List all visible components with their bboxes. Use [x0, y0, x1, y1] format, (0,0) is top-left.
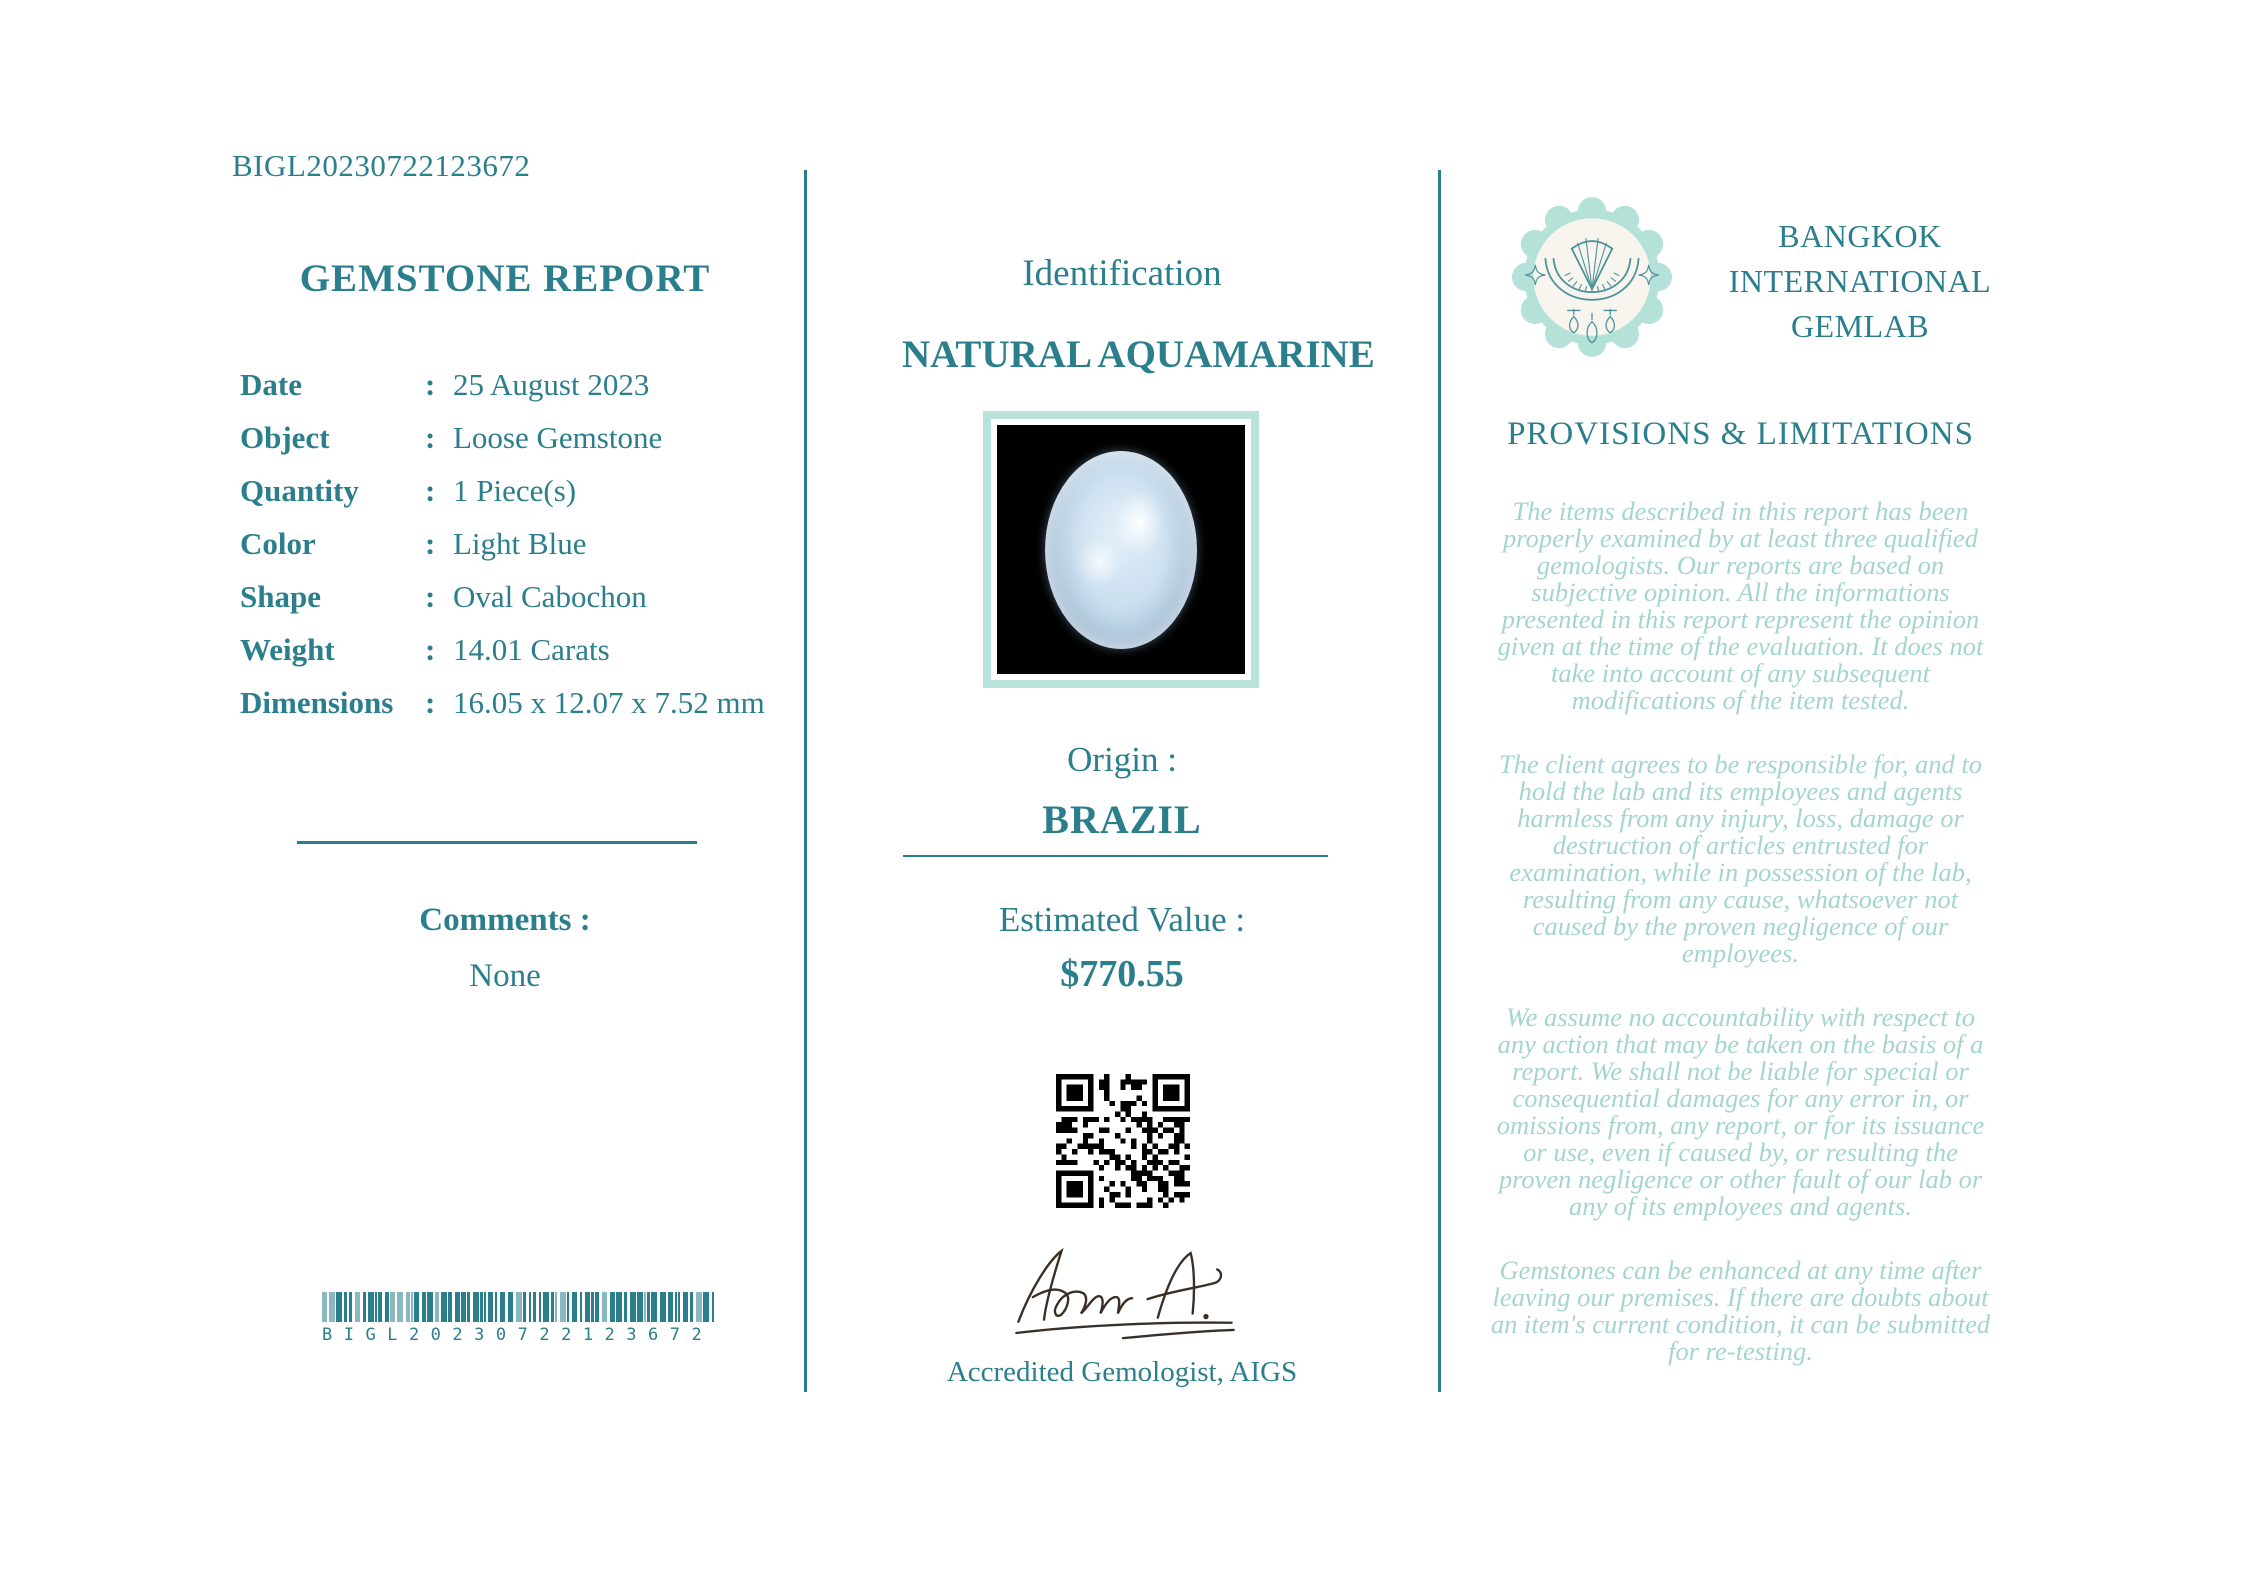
provisions-text [1488, 498, 1993, 1402]
detail-colon: : [425, 685, 436, 720]
detail-value: 16.05 x 12.07 x 7.52 mm [453, 685, 765, 720]
detail-value: Loose Gemstone [453, 420, 663, 455]
signer-title: Accredited Gemologist, AIGS [946, 1356, 1298, 1388]
detail-value: 14.01 Carats [453, 632, 610, 667]
detail-label: Object [240, 420, 330, 455]
detail-value: Light Blue [453, 526, 587, 561]
lab-logo [1511, 196, 1673, 358]
gemstone-image [1045, 451, 1197, 649]
detail-row-weight [240, 632, 770, 667]
lab-name: BANGKOK INTERNATIONAL GEMLAB [1728, 218, 1992, 344]
detail-colon: : [425, 526, 436, 561]
qr-code [1056, 1074, 1190, 1208]
origin-divider-line [903, 855, 1328, 857]
detail-label: Quantity [240, 473, 359, 508]
detail-label: Weight [240, 632, 335, 667]
provisions-paragraph: We assume no accountability with respect to any action that may be taken on the basis of a report. We shall not be liable for special or consequential damages for any error in, or omissions from, any report, or for its issuance or use, even if caused by, or resulting the proven negligence or other fault of our lab or any of its employees and agents. [1496, 1002, 1985, 1221]
detail-row-date [240, 367, 770, 402]
barcode-bars [322, 1292, 718, 1322]
column-divider-left [804, 170, 807, 1392]
detail-row-dimensions [240, 685, 770, 720]
detail-colon: : [425, 367, 436, 402]
comments-value: None [469, 958, 541, 994]
certificate-number: BIGL20230722123672 [232, 148, 531, 183]
detail-label: Date [240, 367, 302, 402]
identification-section-label: Identification [1022, 253, 1222, 294]
report-details [240, 367, 770, 741]
detail-colon: : [425, 473, 436, 508]
section-divider-line [297, 841, 697, 844]
gem-name: NATURAL AQUAMARINE [902, 333, 1375, 376]
estimated-value: $770.55 [1060, 953, 1184, 995]
gemologist-signature [1002, 1234, 1248, 1350]
detail-row-object [240, 420, 770, 455]
detail-colon: : [425, 579, 436, 614]
gem-photo-frame [983, 411, 1259, 688]
detail-row-quantity [240, 473, 770, 508]
report-title: GEMSTONE REPORT [299, 257, 711, 300]
provisions-title: PROVISIONS & LIMITATIONS [1507, 416, 1974, 452]
gem-photo-background [997, 425, 1245, 674]
detail-row-shape [240, 579, 770, 614]
detail-label: Shape [240, 579, 321, 614]
provisions-paragraph: The client agrees to be responsible for, and to hold the lab and its employees and agents harmless from any injury, loss, damage or destruction of articles entrusted for examination, while in possession of the lab, resulting from any cause, whatsoever not caused by the proven negligence of our employees. [1498, 749, 1983, 968]
origin-label: Origin : [1067, 740, 1177, 779]
origin-value: BRAZIL [1042, 797, 1202, 842]
detail-label: Color [240, 526, 316, 561]
column-divider-right [1438, 170, 1441, 1392]
detail-value: 25 August 2023 [453, 367, 650, 402]
provisions-paragraph: The items described in this report has been properly examined by at least three qualified gemologists. Our reports are based on subjective opinion. All the informations presented in this report represent the opinion given at the time of the evaluation. It does not take into account of any subsequent modifications of the item tested. [1497, 496, 1984, 715]
comments-label: Comments : [419, 902, 591, 938]
detail-colon: : [425, 420, 436, 455]
detail-colon: : [425, 632, 436, 667]
barcode-label: BIGL20230722123672 [322, 1325, 714, 1345]
detail-label: Dimensions [240, 685, 394, 720]
detail-value: 1 Piece(s) [453, 473, 577, 508]
barcode [322, 1292, 718, 1345]
estimated-value-label: Estimated Value : [998, 900, 1246, 939]
detail-row-color [240, 526, 770, 561]
provisions-paragraph: Gemstones can be enhanced at any time after leaving our premises. If there are doubts about an item's current condition, it can be submitted for re-testing. [1490, 1255, 1991, 1366]
detail-value: Oval Cabochon [453, 579, 647, 614]
